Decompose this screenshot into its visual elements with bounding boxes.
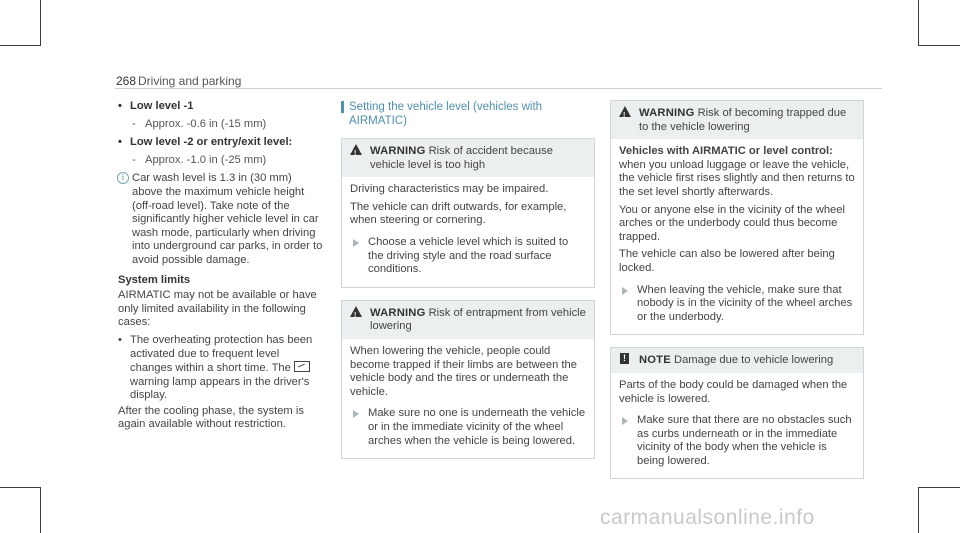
low-level-1-heading: • Low level -1	[118, 100, 323, 114]
warning-paragraph: The vehicle can drift outwards, for example, when steering or cornering.	[350, 200, 567, 227]
warning-paragraph: The vehicle can also be lowered after being locked.	[619, 248, 835, 274]
list-item	[118, 334, 323, 403]
warning-label: WARNING	[639, 107, 695, 119]
crop-mark	[0, 45, 41, 46]
warning-text: Risk of accident because vehicle level is too high	[370, 145, 553, 171]
exclamation-icon: !	[620, 353, 629, 364]
warning-text: Risk of entrapment from vehicle lowering	[370, 306, 586, 333]
action-step: Make sure that there are no obstacles such as curbs underneath or in the immediate vicinity of the body when the vehicle is being lowered.	[619, 414, 855, 468]
column-middle	[341, 100, 595, 471]
crop-mark	[918, 487, 919, 533]
system-limits-text: AIRMATIC may not be available or have only limited availability in the following cases:	[118, 289, 317, 329]
bullet-text-post: warning lamp appears in the driver's display.	[130, 375, 310, 402]
warning-label: WARNING	[370, 306, 426, 319]
watermark: carmanualsonline.info	[600, 506, 815, 529]
action-step: When leaving the vehicle, make sure that nobody is in the vicinity of the wheel arches or the underbody.	[619, 284, 855, 325]
low-level-2-value: - Approx. -1.0 in (-25 mm)	[118, 154, 323, 168]
column-left	[118, 100, 323, 436]
action-step: Choose a vehicle level which is suited to the driving style and the road surface conditions.	[350, 236, 586, 277]
crop-mark	[40, 487, 41, 533]
low-level-1-value: - Approx. -0.6 in (-15 mm)	[118, 118, 323, 132]
crop-mark	[0, 487, 41, 488]
warning-triangle-icon: !	[350, 144, 362, 155]
warning-triangle-icon: !	[350, 306, 362, 317]
warning-box	[341, 138, 595, 288]
warning-paragraph: Driving characteristics may be impaired.	[350, 183, 549, 196]
warning-header	[611, 101, 863, 139]
low-level-2-heading: • Low level -2 or entry/exit level:	[118, 136, 323, 150]
warning-header	[342, 301, 594, 339]
crop-mark	[40, 0, 41, 46]
bullet-text-pre: The overheating protection has been activated due to frequent level changes within a short time. The	[130, 333, 313, 375]
note-paragraph: Parts of the body could be damaged when the vehicle is lowered.	[619, 378, 848, 405]
warning-header	[342, 139, 594, 177]
warning-label: WARNING	[370, 145, 426, 157]
action-step: Make sure no one is underneath the vehicle or in the immediate vicinity of the wheel arches when the vehicle is being lowered.	[350, 407, 586, 448]
note-header	[611, 348, 863, 373]
warning-box	[610, 100, 864, 335]
info-text: Car wash level is 1.3 in (30 mm) above the maximum vehicle height (off-road level). Take note of the significantly higher vehicle level in car wash mode, particularly when driving into underground car parks, in order to avoid possible damage.	[132, 172, 323, 266]
crop-mark	[918, 45, 960, 46]
warning-subheading: Vehicles with AIRMATIC or level control:	[619, 145, 833, 158]
note-label: NOTE	[639, 354, 671, 367]
warning-box	[341, 300, 595, 459]
note-box	[610, 347, 864, 479]
info-icon: i	[117, 172, 129, 184]
warning-triangle-icon: !	[619, 106, 631, 117]
page-number: 268	[116, 74, 137, 88]
warning-paragraph: When lowering the vehicle, people could become trapped if their limbs are between the vehicle body and the tires or underneath the vehicle.	[350, 344, 577, 398]
header-rule	[115, 88, 882, 89]
warning-paragraph: You or anyone else in the vicinity of the wheel arches or the underbody could thus become trapped.	[619, 203, 845, 243]
info-note	[118, 172, 323, 267]
crop-mark	[918, 0, 919, 46]
page-title: Driving and parking	[138, 74, 242, 88]
after-cooling-text: After the cooling phase, the system is again available without restriction.	[118, 404, 304, 431]
crop-mark	[918, 487, 960, 488]
warning-text: Risk of becoming trapped due to the vehicle lowering	[639, 107, 847, 133]
section-title: Setting the vehicle level (vehicles with AIRMATIC)	[341, 100, 595, 128]
column-right	[610, 100, 864, 491]
note-text: Damage due to vehicle lowering	[674, 354, 834, 367]
system-limits-heading: System limits	[118, 273, 191, 286]
warning-paragraph: when you unload luggage or leave the vehicle, the vehicle first rises slightly and then returns to the set level shortly afterwards.	[619, 158, 855, 198]
warning-lamp-icon	[294, 361, 310, 372]
